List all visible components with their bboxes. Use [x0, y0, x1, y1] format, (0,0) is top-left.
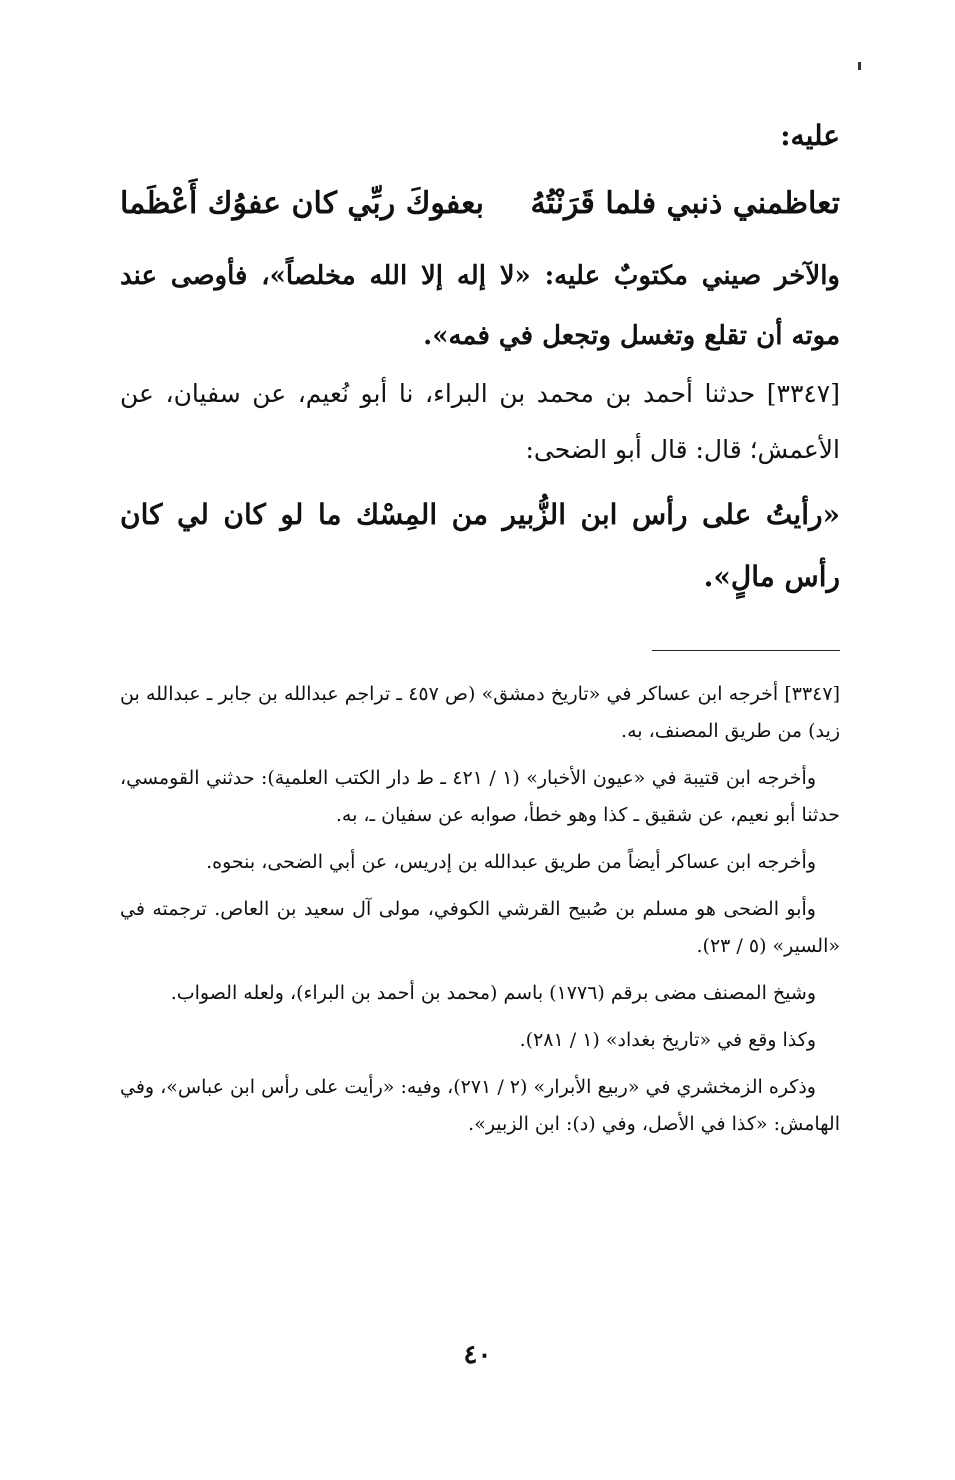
footnote-2: وأخرجه ابن قتيبة في «عيون الأخبار» (١ / ٤٢١ ـ ط دار الكتب العلمية): حدثني القومسي، حدثنا أبو نعيم، عن شقيق ـ كذا وهو خطأ، صوابه عن سفيان ـ، به. — [120, 767, 840, 826]
continuation-text: عليه: — [780, 119, 840, 152]
poetry-verse — [120, 186, 840, 230]
paragraph-text: والآخر صيني مكتوبٌ عليه: «لا إله إلا الله مخلصاً»، فأوصى عند موته أن تقلع وتغسل وتجعل في فمه». — [120, 261, 840, 351]
footnote-separator — [652, 650, 840, 651]
footnote-3: وأخرجه ابن عساكر أيضاً من طريق عبدالله بن إدريس، عن أبي الضحى، بنحوه. — [206, 851, 816, 873]
footnote-4: وأبو الضحى هو مسلم بن صُبيح القرشي الكوفي، مولى آل سعيد بن العاص. ترجمته في «السير» (٥ / ٢٣). — [120, 898, 840, 957]
hadith-chain-text: [٣٣٤٧] حدثنا أحمد بن محمد بن البراء، نا أبو نُعيم، عن سفيان، عن الأعمش؛ قال: قال أبو الضحى: — [120, 379, 840, 464]
footnote-5: وشيخ المصنف مضى برقم (١٧٧٦) باسم (محمد بن أحمد بن البراء)، ولعله الصواب. — [170, 982, 816, 1004]
verse-first-hemistich: تعاظمني ذنبي فلما قَرَنْتُهُ — [530, 186, 840, 221]
footnotes-section — [120, 676, 840, 1153]
footnote-7: وذكره الزمخشري في «ربيع الأبرار» (٢ / ٢٧١)، وفيه: «رأيت على رأس ابن عباس»، وفي الهامش: «كذا في الأصل، وفي (د): ابن الزبير». — [120, 1076, 840, 1135]
continuation-line — [120, 118, 840, 154]
hadith-text: «رأيتُ على رأس ابن الزُّبير من المِسْك ما لو كان لي كان رأس مالٍ». — [120, 498, 840, 593]
footnote-6: وكذا وقع في «تاريخ بغداد» (١ / ٢٨١). — [519, 1029, 816, 1051]
page-number: ٤٠ — [463, 1340, 492, 1370]
footnote-1: [٣٣٤٧] أخرجه ابن عساكر في «تاريخ دمشق» (ص ٤٥٧ ـ تراجم عبدالله بن جابر ـ عبدالله بن زيد) من طريق المصنف، به. — [120, 683, 840, 742]
main-paragraph-4 — [120, 484, 840, 608]
main-paragraph-2 — [120, 246, 840, 366]
verse-second-hemistich: بعفوكَ ربِّي كان عفوُك أَعْظَما — [120, 186, 484, 221]
main-paragraph-3 — [120, 366, 840, 478]
scan-mark — [858, 62, 861, 70]
